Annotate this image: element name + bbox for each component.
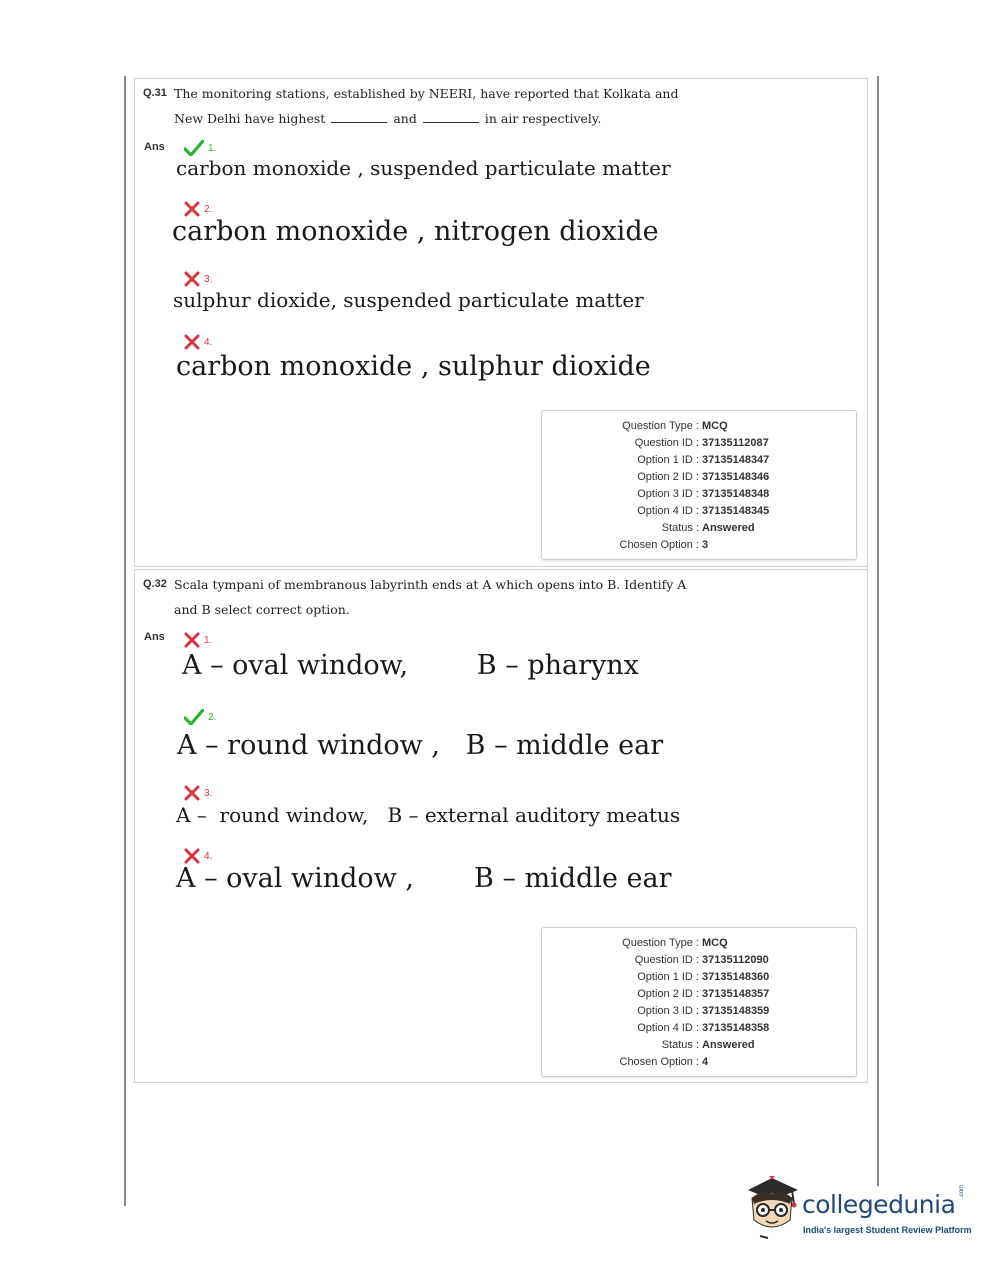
meta-value: 37135148346 [702, 471, 770, 483]
meta-row [542, 1054, 856, 1071]
cross-icon [184, 848, 200, 864]
meta-value: 37135148345 [702, 505, 770, 517]
question-meta-panel [541, 927, 857, 1077]
cross-icon [184, 271, 200, 287]
meta-key: Option 3 ID : [637, 1005, 699, 1017]
meta-value: 37135112090 [702, 954, 769, 966]
option-2-text: A – round window , B – middle ear [177, 730, 664, 761]
meta-key: Question ID : [634, 954, 699, 966]
page-left-border [124, 76, 126, 1206]
meta-key: Chosen Option : [619, 1056, 699, 1068]
meta-key: Question Type : [622, 420, 699, 432]
option-number: 2. [204, 203, 213, 215]
check-icon [184, 709, 204, 725]
answer-label: Ans [144, 631, 165, 643]
meta-value: Answered [702, 522, 755, 534]
question-text [174, 81, 678, 131]
question-text [174, 572, 686, 622]
option-3-text: A – round window, B – external auditory meatus [176, 803, 681, 827]
mascot-icon [742, 1176, 802, 1251]
meta-value: 37135148348 [702, 488, 770, 500]
option-1-marker [184, 139, 216, 157]
meta-row [542, 503, 856, 520]
cross-icon [184, 785, 200, 801]
meta-value: 3 [702, 539, 709, 551]
logo-wordmark: collegedunia [802, 1190, 956, 1219]
meta-value: MCQ [702, 420, 728, 432]
option-2-marker [184, 708, 216, 726]
meta-row [542, 1003, 856, 1020]
cross-icon [184, 201, 200, 217]
meta-row [542, 469, 856, 486]
meta-key: Option 1 ID : [637, 971, 699, 983]
page-right-border [877, 76, 879, 1186]
meta-row [542, 935, 856, 952]
question-text-part: and [393, 111, 417, 126]
meta-key: Chosen Option : [619, 539, 699, 551]
option-number: 2. [208, 711, 217, 723]
question-number: Q.32 [143, 578, 167, 590]
question-number: Q.31 [143, 87, 167, 99]
logo-tagline: India's largest Student Review Platform [803, 1225, 972, 1235]
option-2-text: carbon monoxide , nitrogen dioxide [172, 216, 659, 247]
meta-key: Question Type : [622, 937, 699, 949]
meta-row [542, 520, 856, 537]
question-text-line [174, 106, 678, 131]
meta-value: 37135148359 [702, 1005, 770, 1017]
meta-key: Option 2 ID : [637, 988, 699, 1000]
question-card-31 [134, 78, 868, 567]
option-4-text: A – oval window , B – middle ear [176, 863, 672, 894]
meta-row [542, 1037, 856, 1054]
option-1-text: A – oval window, B – pharynx [182, 650, 639, 681]
option-3-marker [184, 784, 212, 802]
meta-row [542, 486, 856, 503]
question-text-line: and B select correct option. [174, 602, 350, 617]
question-text-part: New Delhi have highest [174, 111, 326, 126]
meta-key: Option 1 ID : [637, 454, 699, 466]
option-1-text: carbon monoxide , suspended particulate matter [176, 156, 671, 180]
meta-row [542, 1020, 856, 1037]
meta-row [542, 418, 856, 435]
meta-value: 37135112087 [702, 437, 769, 449]
meta-key: Option 4 ID : [637, 505, 699, 517]
option-4-marker [184, 333, 212, 351]
meta-key: Option 3 ID : [637, 488, 699, 500]
meta-value: MCQ [702, 937, 728, 949]
cross-icon [184, 334, 200, 350]
meta-value: 4 [702, 1056, 709, 1068]
option-number: 1. [208, 142, 217, 154]
question-text-line: Scala tympani of membranous labyrinth ends at A which opens into B. Identify A [174, 577, 687, 592]
option-4-text: carbon monoxide , sulphur dioxide [176, 351, 651, 382]
option-number: 1. [204, 634, 213, 646]
meta-row [542, 435, 856, 452]
meta-value: 37135148357 [702, 988, 770, 1000]
option-1-marker [184, 631, 212, 649]
question-card-32 [134, 569, 868, 1083]
meta-value: 37135148360 [702, 971, 770, 983]
option-3-marker [184, 270, 212, 288]
meta-key: Option 4 ID : [637, 1022, 699, 1034]
meta-row [542, 986, 856, 1003]
meta-row [542, 952, 856, 969]
meta-row [542, 969, 856, 986]
meta-value: 37135148358 [702, 1022, 770, 1034]
question-text-line: The monitoring stations, established by NEERI, have reported that Kolkata and [174, 86, 679, 101]
cross-icon [184, 632, 200, 648]
meta-key: Status : [661, 522, 699, 534]
answer-label: Ans [144, 141, 165, 153]
collegedunia-logo [742, 1176, 972, 1246]
meta-key: Option 2 ID : [637, 471, 699, 483]
check-icon [184, 140, 204, 156]
option-number: 3. [204, 273, 213, 285]
meta-value: 37135148347 [702, 454, 770, 466]
meta-value: Answered [702, 1039, 755, 1051]
fill-blank [331, 112, 387, 123]
fill-blank [423, 112, 479, 123]
logo-domain-suffix: .com [959, 1184, 965, 1198]
meta-row [542, 452, 856, 469]
option-number: 4. [204, 336, 213, 348]
question-meta-panel [541, 410, 857, 560]
meta-row [542, 537, 856, 554]
question-text-part: in air respectively. [484, 111, 602, 126]
option-3-text: sulphur dioxide, suspended particulate matter [173, 288, 644, 312]
meta-key: Question ID : [634, 437, 699, 449]
meta-key: Status : [661, 1039, 699, 1051]
option-number: 4. [204, 850, 213, 862]
option-number: 3. [204, 787, 213, 799]
